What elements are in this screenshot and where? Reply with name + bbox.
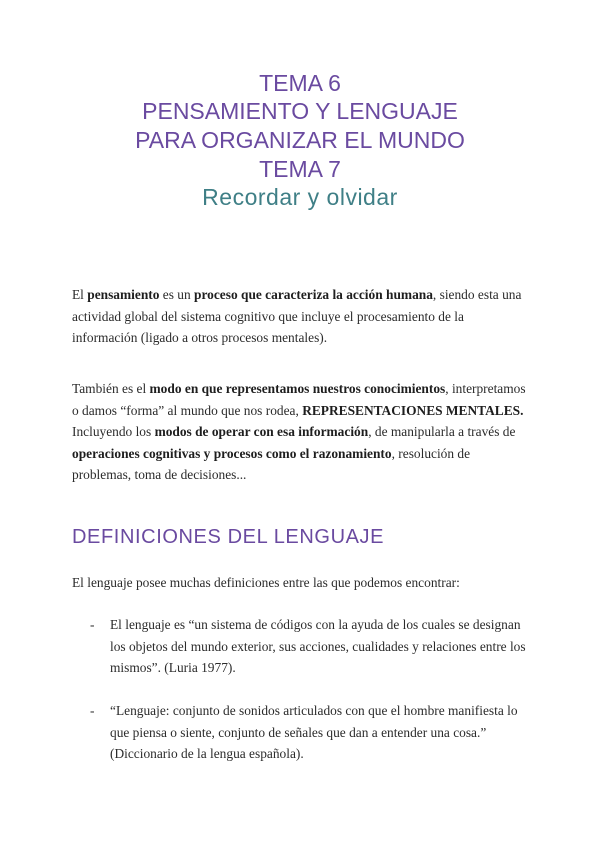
header-title-line-2: PARA ORGANIZAR EL MUNDO <box>135 127 465 153</box>
header-title-line-1: PENSAMIENTO Y LENGUAJE <box>142 98 458 124</box>
list-item: “Lenguaje: conjunto de sonidos articulados con que el hombre manifiesta lo que piensa o siente, conjunto de señales que dan a entender una cosa.” (Diccionario de la lengua española). <box>110 703 518 761</box>
header-tema-7: TEMA 7 <box>259 156 341 182</box>
paragraph-pensamiento: El pensamiento es un proceso que caracteriza la acción humana, siendo esta una actividad global del sistema cognitivo que incluye el procesamiento de la información (ligado a otros procesos mentales). <box>72 287 522 345</box>
section-title-definiciones: DEFINICIONES DEL LENGUAJE <box>72 526 385 548</box>
section-intro: El lenguaje posee muchas definiciones entre las que podemos encontrar: <box>72 575 460 590</box>
list-bullet: - <box>90 703 95 718</box>
list-item: El lenguaje es “un sistema de códigos con la ayuda de los cuales se designan los objetos del mundo exterior, sus acciones, cualidades y relaciones entre los mismos”. (Luria 1977). <box>110 617 526 675</box>
header-tema-6: TEMA 6 <box>259 70 341 96</box>
paragraph-representaciones: También es el modo en que representamos nuestros conocimientos, interpretamos o damos “forma” al mundo que nos rodea, REPRESENTACIONES MENTALES. Incluyendo los modos de operar con esa información, de manipularla a través de operaciones cognitivas y procesos como el razonamiento, resolución de problemas, toma de decisiones... <box>72 381 526 482</box>
header-subtitle: Recordar y olvidar <box>202 184 398 210</box>
list-bullet: - <box>90 617 95 632</box>
